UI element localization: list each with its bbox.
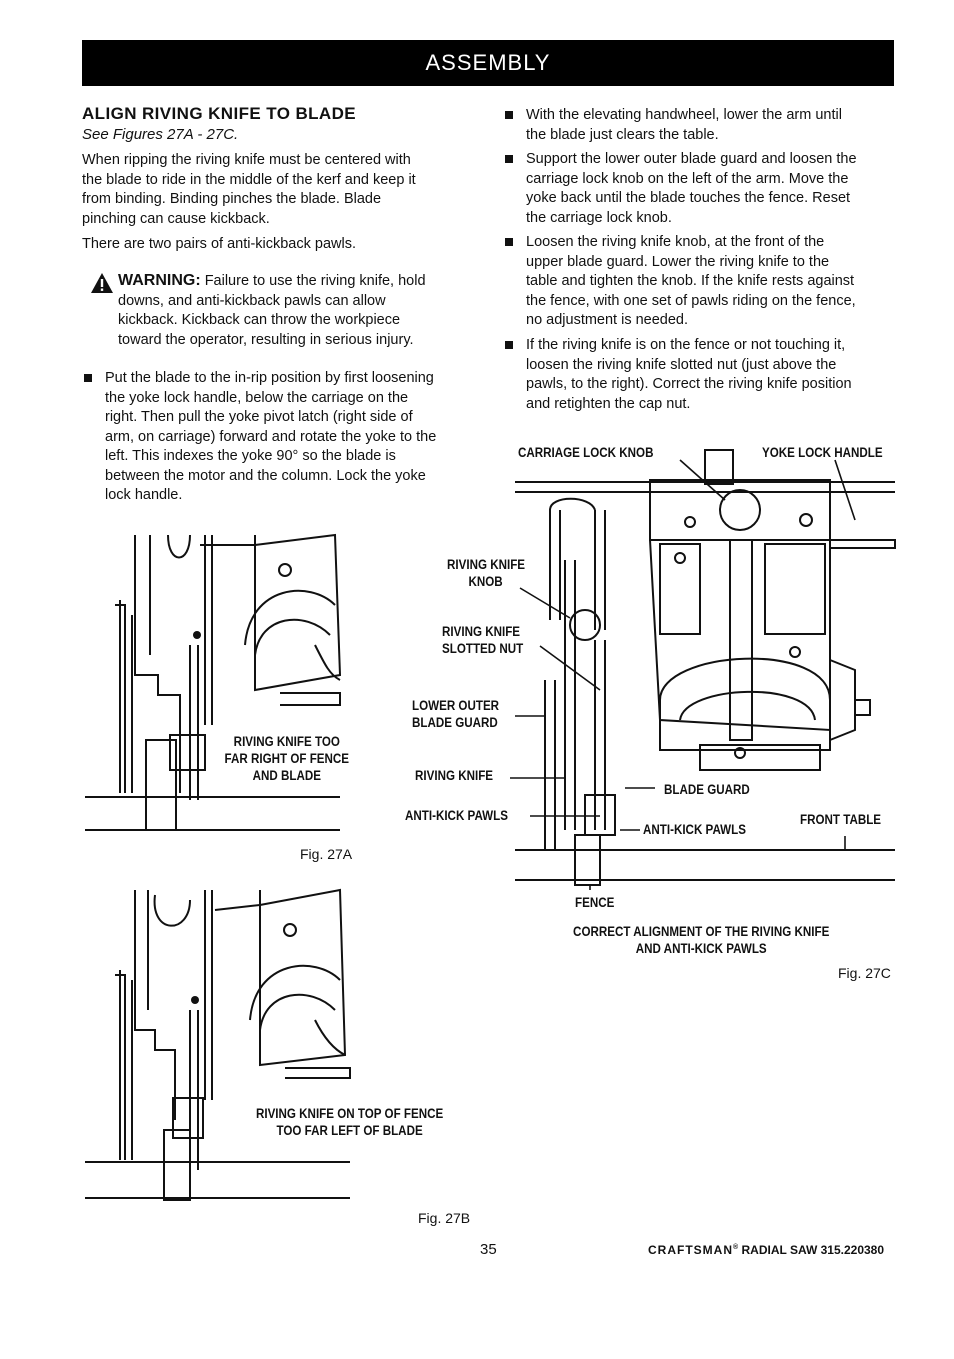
label-line: KNOB xyxy=(468,574,503,589)
page-number: 35 xyxy=(480,1241,497,1258)
bullet-line: left. This indexes the yoke 90° so the blade is xyxy=(105,448,396,464)
bullet-line: the blade just clears the table. xyxy=(526,126,719,143)
fig-27c-caption xyxy=(555,923,847,957)
bullet-line: and retighten the cap nut. xyxy=(526,395,691,412)
label-line: RIVING KNIFE xyxy=(442,624,521,639)
bullet-line: loosen the riving knife slotted nut (just above the xyxy=(526,356,837,373)
bullet-marker xyxy=(505,238,513,246)
fig-27b-label: Fig. 27B xyxy=(418,1210,471,1226)
section-header-title: ASSEMBLY xyxy=(425,50,551,75)
intro-line: the blade to ride in the middle of the kerf and keep it xyxy=(82,171,416,188)
label-anti-kick-pawls-right: ANTI-KICK PAWLS xyxy=(643,822,746,837)
bullet-line: Support the lower outer blade guard and loosen the xyxy=(526,151,857,167)
warning-icon xyxy=(90,272,114,299)
bullet-line: With the elevating handwheel, lower the arm until xyxy=(526,107,842,123)
caption-line: RIVING KNIFE TOO xyxy=(233,734,340,749)
fig-27a-caption xyxy=(218,733,356,784)
bullet-marker xyxy=(505,155,513,163)
caption-line: AND BLADE xyxy=(252,768,321,783)
fig-27b-caption xyxy=(255,1105,444,1139)
fig-27a-drawing xyxy=(80,525,350,840)
bullet-line: right. Then pull the yoke pivot latch (right side of xyxy=(105,409,413,425)
warning-block xyxy=(118,271,478,350)
intro-line: pinching can cause kickback. xyxy=(82,210,270,227)
bullet-line: yoke back until the blade touches the fence. Reset xyxy=(526,190,851,206)
label-riving-knife-slotted-nut xyxy=(442,623,523,657)
bullet-line: upper blade guard. Lower the riving knife to the xyxy=(526,253,830,270)
bullet-marker xyxy=(84,374,92,382)
label-riving-knife: RIVING KNIFE xyxy=(415,768,494,783)
caption-line: RIVING KNIFE ON TOP OF FENCE xyxy=(255,1106,444,1121)
label-fence: FENCE xyxy=(575,895,615,910)
label-line: RIVING KNIFE xyxy=(447,557,526,572)
caption-line: TOO FAR LEFT OF BLADE xyxy=(276,1123,423,1138)
right-bullet-3 xyxy=(526,233,906,331)
bullet-line: If the riving knife is on the fence or not touching it, xyxy=(526,337,846,353)
intro-line: When ripping the riving knife must be centered with xyxy=(82,152,411,168)
see-figures-note: See Figures 27A - 27C. xyxy=(82,126,239,143)
label-yoke-lock-handle: YOKE LOCK HANDLE xyxy=(762,445,883,460)
footer-model: RADIAL SAW 315.220380 xyxy=(741,1243,885,1257)
right-bullet-4 xyxy=(526,336,906,414)
right-bullet-2 xyxy=(526,150,906,228)
bullet-line: Loosen the riving knife knob, at the front of the xyxy=(526,234,825,250)
label-lower-outer-blade-guard xyxy=(412,697,499,731)
label-anti-kick-pawls-left: ANTI-KICK PAWLS xyxy=(405,808,508,823)
fig-27a-label: Fig. 27A xyxy=(300,846,353,862)
bullet-line: carriage lock knob on the left of the arm. Move the xyxy=(526,170,849,187)
bullet-marker xyxy=(505,341,513,349)
footer-brand-line: CRAFTSMAN® RADIAL SAW 315.220380 xyxy=(648,1243,885,1257)
warning-line: toward the operator, resulting in serious injury. xyxy=(118,331,414,348)
bullet-line: pawls, to the right). Correct the riving knife position xyxy=(526,376,852,392)
yoke-bullet xyxy=(105,369,485,506)
bullet-line: Put the blade to the in-rip position by first loosening xyxy=(105,370,434,386)
section-title: ALIGN RIVING KNIFE TO BLADE xyxy=(82,104,356,123)
warning-line: downs, and anti-kickback pawls can allow xyxy=(118,292,386,309)
bullet-line: no adjustment is needed. xyxy=(526,312,689,328)
label-riving-knife-knob xyxy=(447,556,525,590)
right-bullet-1 xyxy=(526,106,906,145)
bullet-line: the yoke lock handle, below the carriage on the xyxy=(105,389,409,406)
intro-line: from binding. Binding pinches the blade. Blade xyxy=(82,191,382,207)
caption-line: CORRECT ALIGNMENT OF THE RIVING KNIFE xyxy=(573,924,830,939)
section-header-bar xyxy=(82,40,894,86)
warning-line: Failure to use the riving knife, hold xyxy=(204,273,426,289)
fig-27b-drawing xyxy=(80,880,360,1205)
label-front-table: FRONT TABLE xyxy=(800,812,882,827)
bullet-line: table and tighten the knob. If the knife rests against xyxy=(526,273,855,289)
intro-paragraph xyxy=(82,151,472,255)
fig-27c-label: Fig. 27C xyxy=(838,965,891,981)
bullet-line: lock handle. xyxy=(105,487,183,503)
brand-logo-text: CRAFTSMAN xyxy=(648,1243,733,1257)
bullet-marker xyxy=(505,111,513,119)
bullet-line: the carriage lock knob. xyxy=(526,209,672,226)
label-line: LOWER OUTER xyxy=(412,698,500,713)
caption-line: FAR RIGHT OF FENCE xyxy=(224,751,350,766)
warning-word: WARNING: xyxy=(118,272,201,289)
label-carriage-lock-knob: CARRIAGE LOCK KNOB xyxy=(518,445,654,460)
bullet-line: arm, on carriage) forward and rotate the yoke to the xyxy=(105,428,437,445)
label-blade-guard: BLADE GUARD xyxy=(664,782,750,797)
bullet-line: between the motor and the column. Lock the yoke xyxy=(105,467,426,484)
caption-line: AND ANTI-KICK PAWLS xyxy=(635,941,767,956)
pawls-note: There are two pairs of anti-kickback pawls. xyxy=(82,236,356,252)
bullet-line: the fence, with one set of pawls riding on the fence, xyxy=(526,292,856,309)
warning-line: kickback. Kickback can throw the workpiece xyxy=(118,312,401,328)
label-line: SLOTTED NUT xyxy=(442,641,524,656)
label-line: BLADE GUARD xyxy=(412,715,498,730)
